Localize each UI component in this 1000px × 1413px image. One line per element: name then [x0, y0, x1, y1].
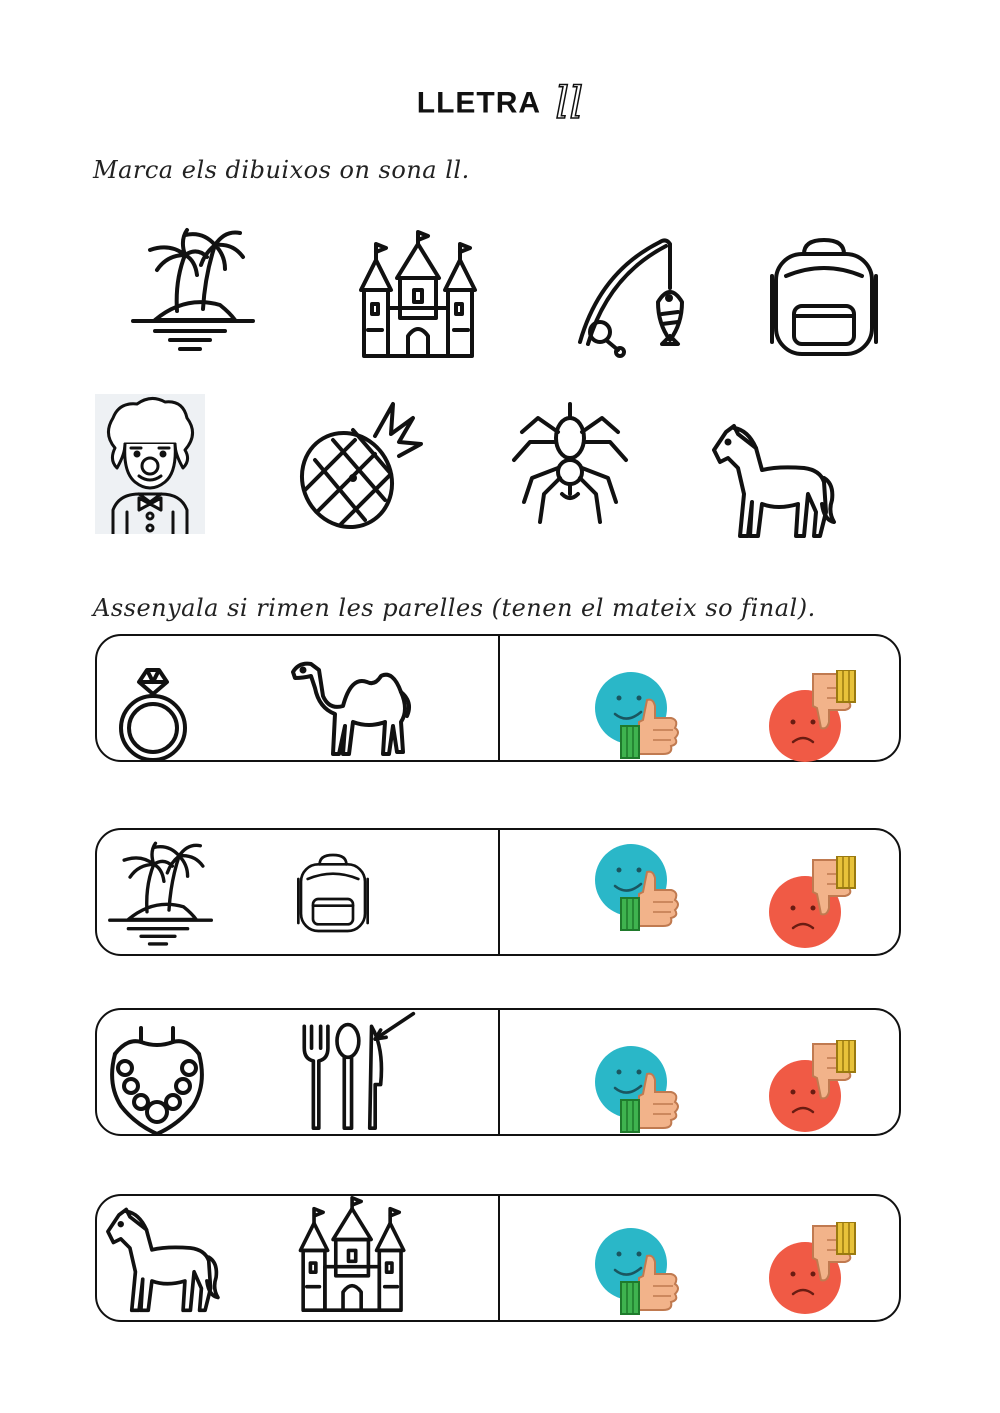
- horse-icon: [708, 420, 838, 540]
- thumbs-down-face-icon[interactable]: [767, 670, 857, 764]
- picture-castle[interactable]: [358, 230, 480, 358]
- picture-horse[interactable]: [708, 420, 838, 540]
- castle-icon: [297, 1196, 409, 1312]
- camel-icon: [289, 656, 413, 760]
- row-divider: [498, 830, 500, 954]
- pair-row-1: [95, 634, 901, 762]
- castle-icon: [358, 230, 480, 358]
- thumbs-down-face-icon[interactable]: [767, 1222, 857, 1316]
- thumbs-up-face-icon[interactable]: [593, 666, 683, 760]
- thumbs-down-face-icon[interactable]: [767, 1040, 857, 1134]
- pair-row-4: [95, 1194, 901, 1322]
- island-palm-icon: [125, 225, 255, 355]
- backpack-icon: [764, 236, 884, 358]
- row-divider: [498, 636, 500, 760]
- picture-fishing-rod[interactable]: [570, 232, 690, 358]
- thumbs-up-face-icon[interactable]: [593, 1222, 683, 1316]
- necklace-icon: [107, 1024, 207, 1134]
- picture-pineapple[interactable]: [295, 400, 425, 530]
- picture-spider[interactable]: [510, 402, 632, 526]
- island-palm-icon: [103, 834, 213, 954]
- picture-clown[interactable]: [95, 394, 205, 534]
- clown-icon: [95, 394, 205, 534]
- fishing-rod-icon: [570, 232, 690, 358]
- row-divider: [498, 1010, 500, 1134]
- title-letter: ll: [555, 78, 584, 129]
- backpack-icon: [293, 840, 373, 946]
- picture-backpack[interactable]: [764, 236, 884, 358]
- title-word: LLETRA: [416, 86, 542, 120]
- row-divider: [498, 1196, 500, 1320]
- instruction-section2: Assenyala si rimen les parelles (tenen el mateix so final).: [93, 594, 816, 622]
- thumbs-up-face-icon[interactable]: [593, 838, 683, 932]
- pineapple-icon: [295, 400, 425, 530]
- page-title: [0, 78, 1000, 129]
- ring-icon: [113, 658, 193, 764]
- thumbs-up-face-icon[interactable]: [593, 1040, 683, 1134]
- picture-island[interactable]: [125, 225, 255, 355]
- pair-row-2: [95, 828, 901, 956]
- thumbs-down-face-icon[interactable]: [767, 856, 857, 950]
- spider-icon: [510, 402, 632, 526]
- instruction-section1: Marca els dibuixos on sona ll.: [93, 156, 470, 184]
- cutlery-icon: [291, 1010, 423, 1130]
- horse-icon: [101, 1204, 223, 1314]
- pair-row-3: [95, 1008, 901, 1136]
